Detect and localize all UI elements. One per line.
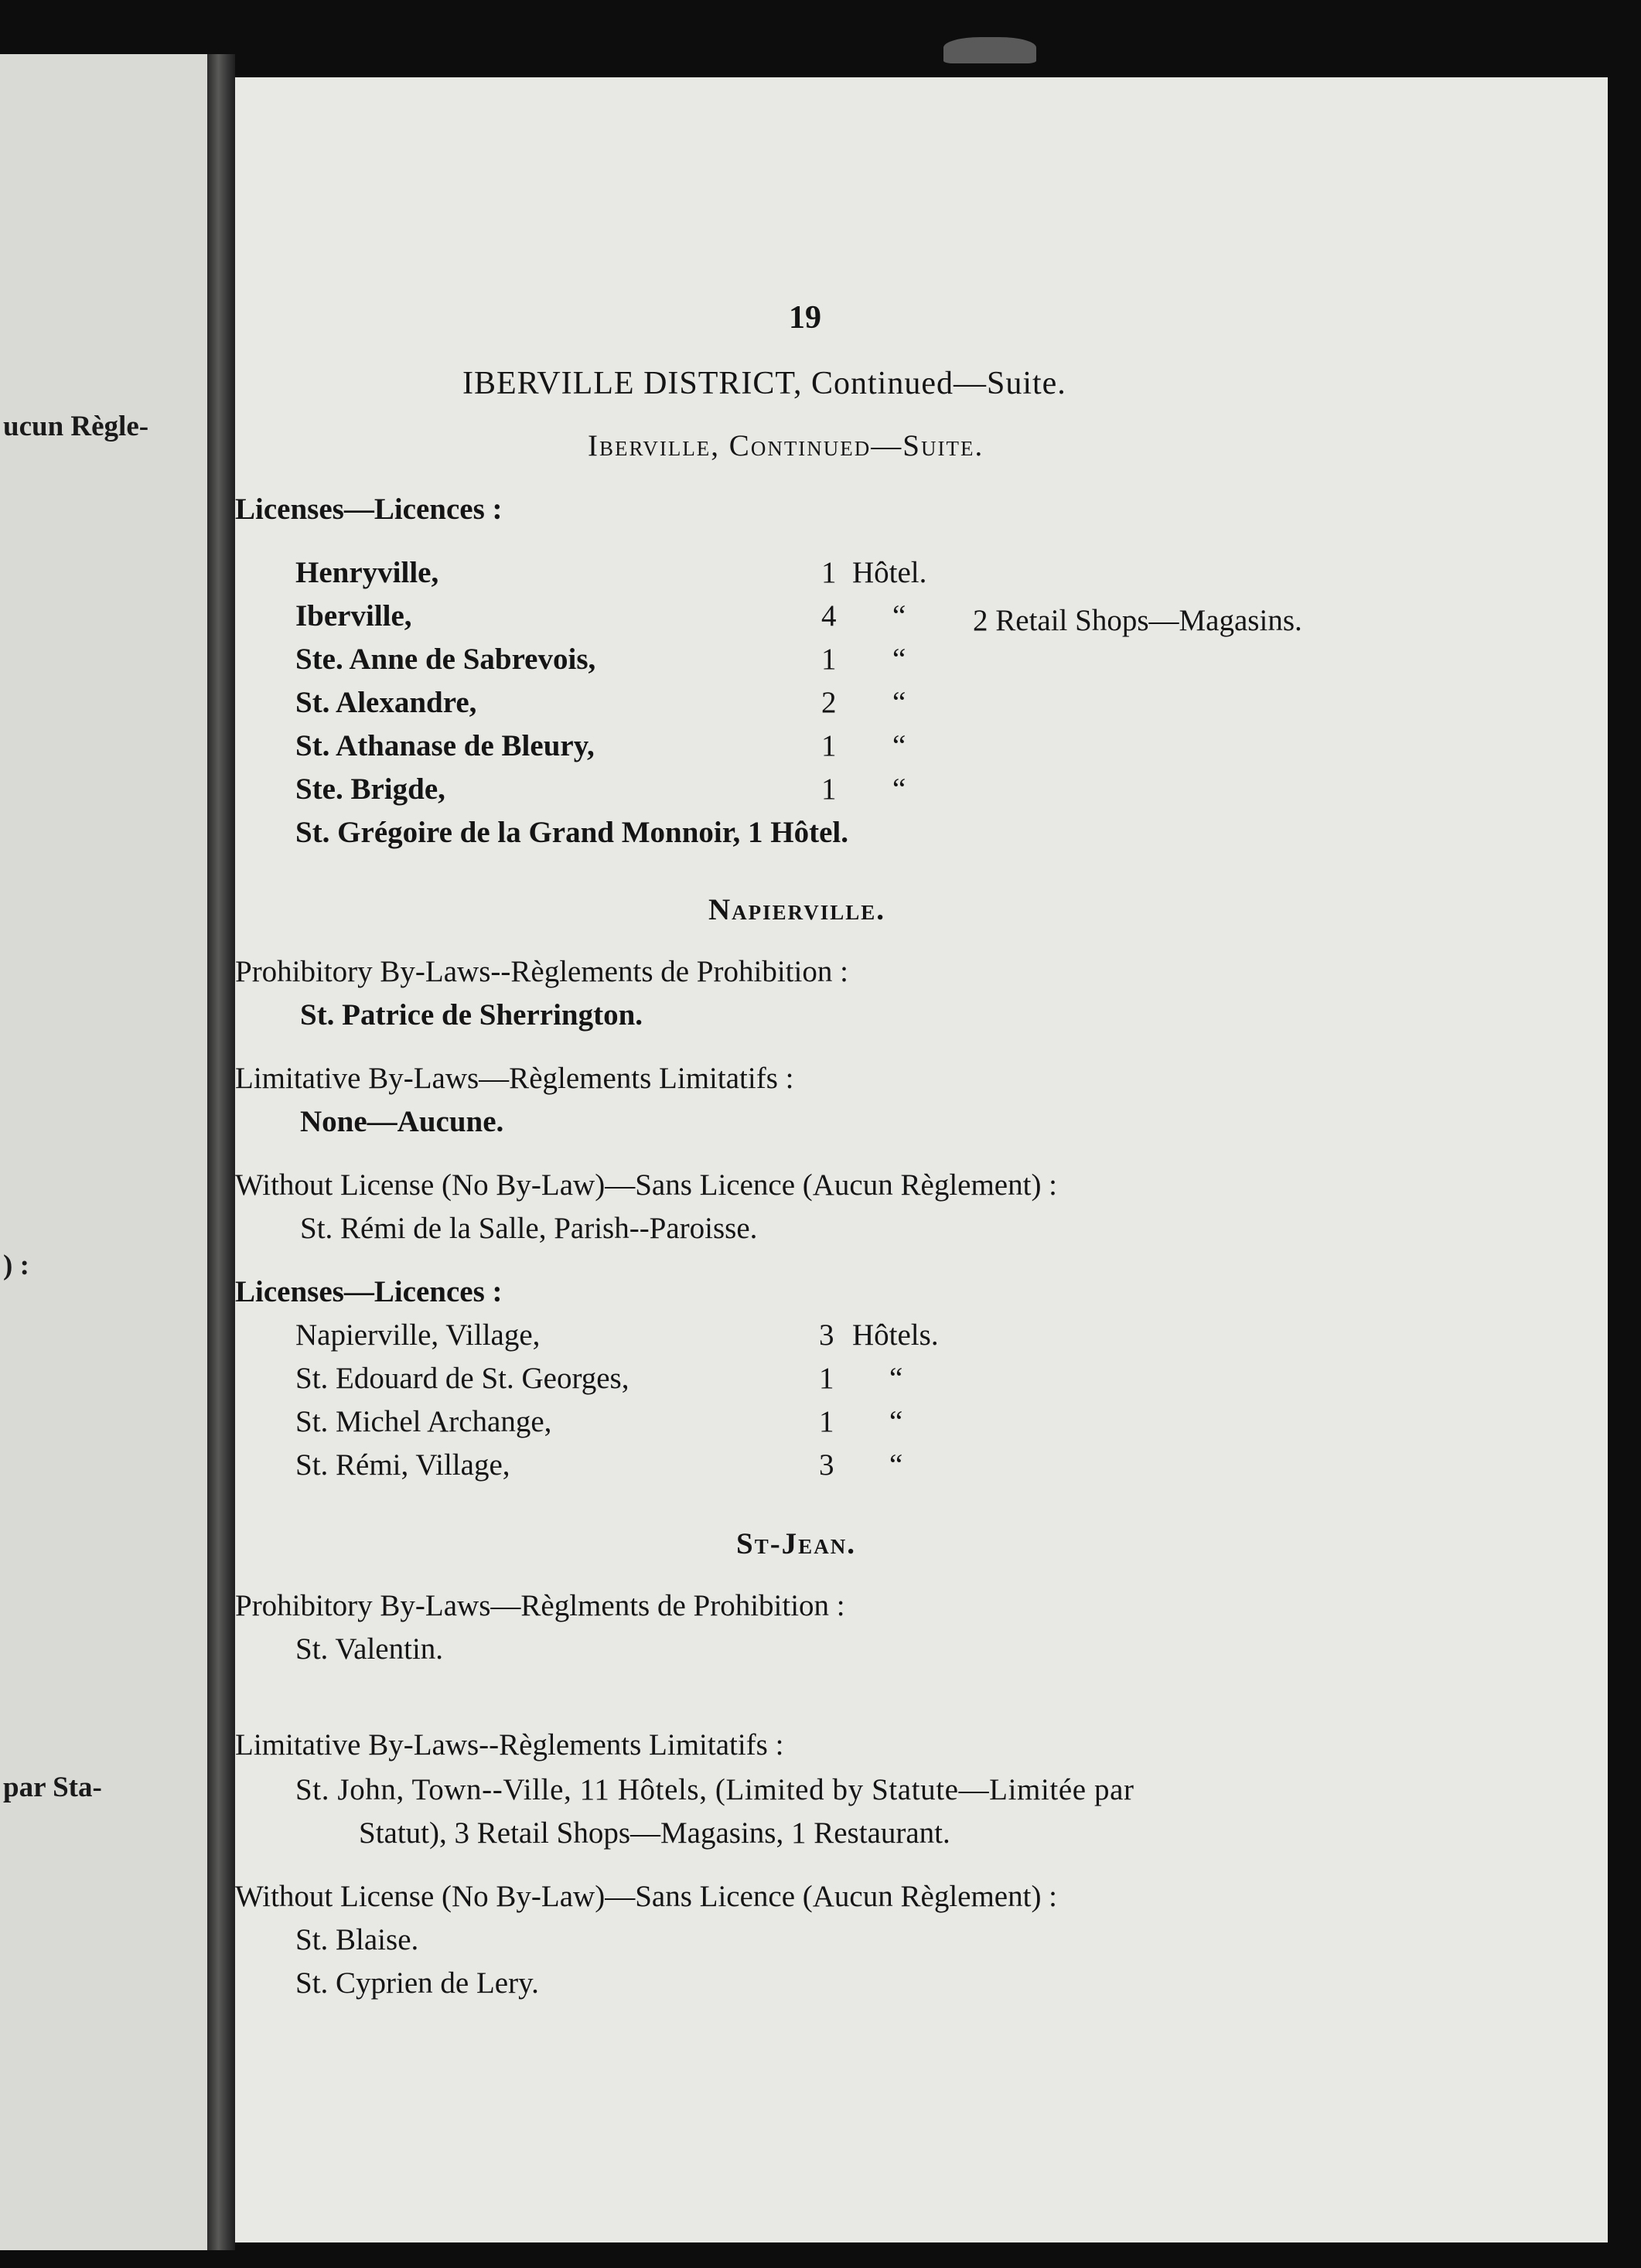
licence-count: 2	[821, 686, 837, 719]
place-name: St. Edouard de St. Georges,	[295, 1362, 629, 1395]
paragraph-line: St. John, Town--Ville, 11 Hôtels, (Limited by Statute—Limitée par	[295, 1773, 1134, 1806]
left-page-fragment: ) :	[3, 1250, 29, 1281]
scan-artifact	[943, 37, 1036, 63]
licence-type: “	[892, 686, 906, 719]
licence-count: 3	[819, 1318, 834, 1352]
book-gutter	[207, 54, 235, 2250]
document-page	[235, 77, 1608, 2242]
list-item: St. Rémi de la Salle, Parish--Paroisse.	[300, 1212, 758, 1245]
licence-count: 3	[819, 1448, 834, 1482]
place-line: St. Grégoire de la Grand Monnoir, 1 Hôtel.	[295, 816, 848, 849]
list-item: St. Blaise.	[295, 1923, 419, 1956]
list-item: St. Patrice de Sherrington.	[300, 998, 643, 1032]
list-item: St. Valentin.	[295, 1632, 444, 1666]
licence-count: 1	[821, 643, 837, 676]
licence-count: 4	[821, 599, 837, 633]
paragraph-line: Statut), 3 Retail Shops—Magasins, 1 Restaurant.	[359, 1816, 950, 1850]
place-name: Henryville,	[295, 556, 439, 589]
place-name: St. Rémi, Village,	[295, 1448, 510, 1482]
prohibitory-heading: Prohibitory By-Laws—Règlments de Prohibition :	[235, 1589, 845, 1622]
list-item: None—Aucune.	[300, 1105, 504, 1138]
licence-type: “	[889, 1405, 903, 1438]
licence-count: 1	[819, 1405, 834, 1438]
licence-extra: 2 Retail Shops—Magasins.	[973, 604, 1302, 637]
licence-count: 1	[819, 1362, 834, 1395]
without-license-heading: Without License (No By-Law)—Sans Licence (Aucun Règlement) :	[235, 1168, 1058, 1202]
left-page-fragment: par Sta-	[3, 1772, 102, 1803]
licence-count: 1	[821, 772, 837, 806]
licence-type: “	[889, 1448, 903, 1482]
place-name: St. Athanase de Bleury,	[295, 729, 595, 762]
licences-heading: Licenses—Licences :	[235, 1275, 503, 1308]
licence-type: “	[892, 599, 906, 633]
section-heading-napierville: Napierville.	[708, 893, 886, 926]
section-subtitle: Iberville, Continued—Suite.	[588, 429, 984, 462]
licence-type: Hôtel.	[852, 556, 927, 589]
licence-count: 1	[821, 729, 837, 762]
licence-type: “	[892, 772, 906, 806]
place-name: St. Alexandre,	[295, 686, 477, 719]
left-page-edge	[0, 54, 207, 2250]
licences-heading: Licenses—Licences :	[235, 493, 503, 526]
licence-type: “	[892, 729, 906, 762]
place-name: Ste. Anne de Sabrevois,	[295, 643, 596, 676]
without-license-heading: Without License (No By-Law)—Sans Licence (Aucun Règlement) :	[235, 1880, 1058, 1913]
place-name: St. Michel Archange,	[295, 1405, 552, 1438]
section-heading-st-jean: St-Jean.	[736, 1527, 856, 1560]
limitative-heading: Limitative By-Laws--Règlements Limitatifs :	[235, 1728, 784, 1762]
prohibitory-heading: Prohibitory By-Laws--Règlements de Prohibition :	[235, 955, 848, 988]
page-number: 19	[789, 300, 821, 336]
licence-type: “	[889, 1362, 903, 1395]
licence-count: 1	[821, 556, 837, 589]
licence-type: Hôtels.	[852, 1318, 939, 1352]
limitative-heading: Limitative By-Laws—Règlements Limitatifs :	[235, 1062, 794, 1095]
page-title: IBERVILLE DISTRICT, Continued—Suite.	[462, 366, 1066, 401]
place-name: Iberville,	[295, 599, 412, 633]
list-item: St. Cyprien de Lery.	[295, 1966, 539, 2000]
place-name: Napierville, Village,	[295, 1318, 541, 1352]
licence-type: “	[892, 643, 906, 676]
left-page-fragment: ucun Règle-	[3, 411, 149, 442]
place-name: Ste. Brigde,	[295, 772, 445, 806]
